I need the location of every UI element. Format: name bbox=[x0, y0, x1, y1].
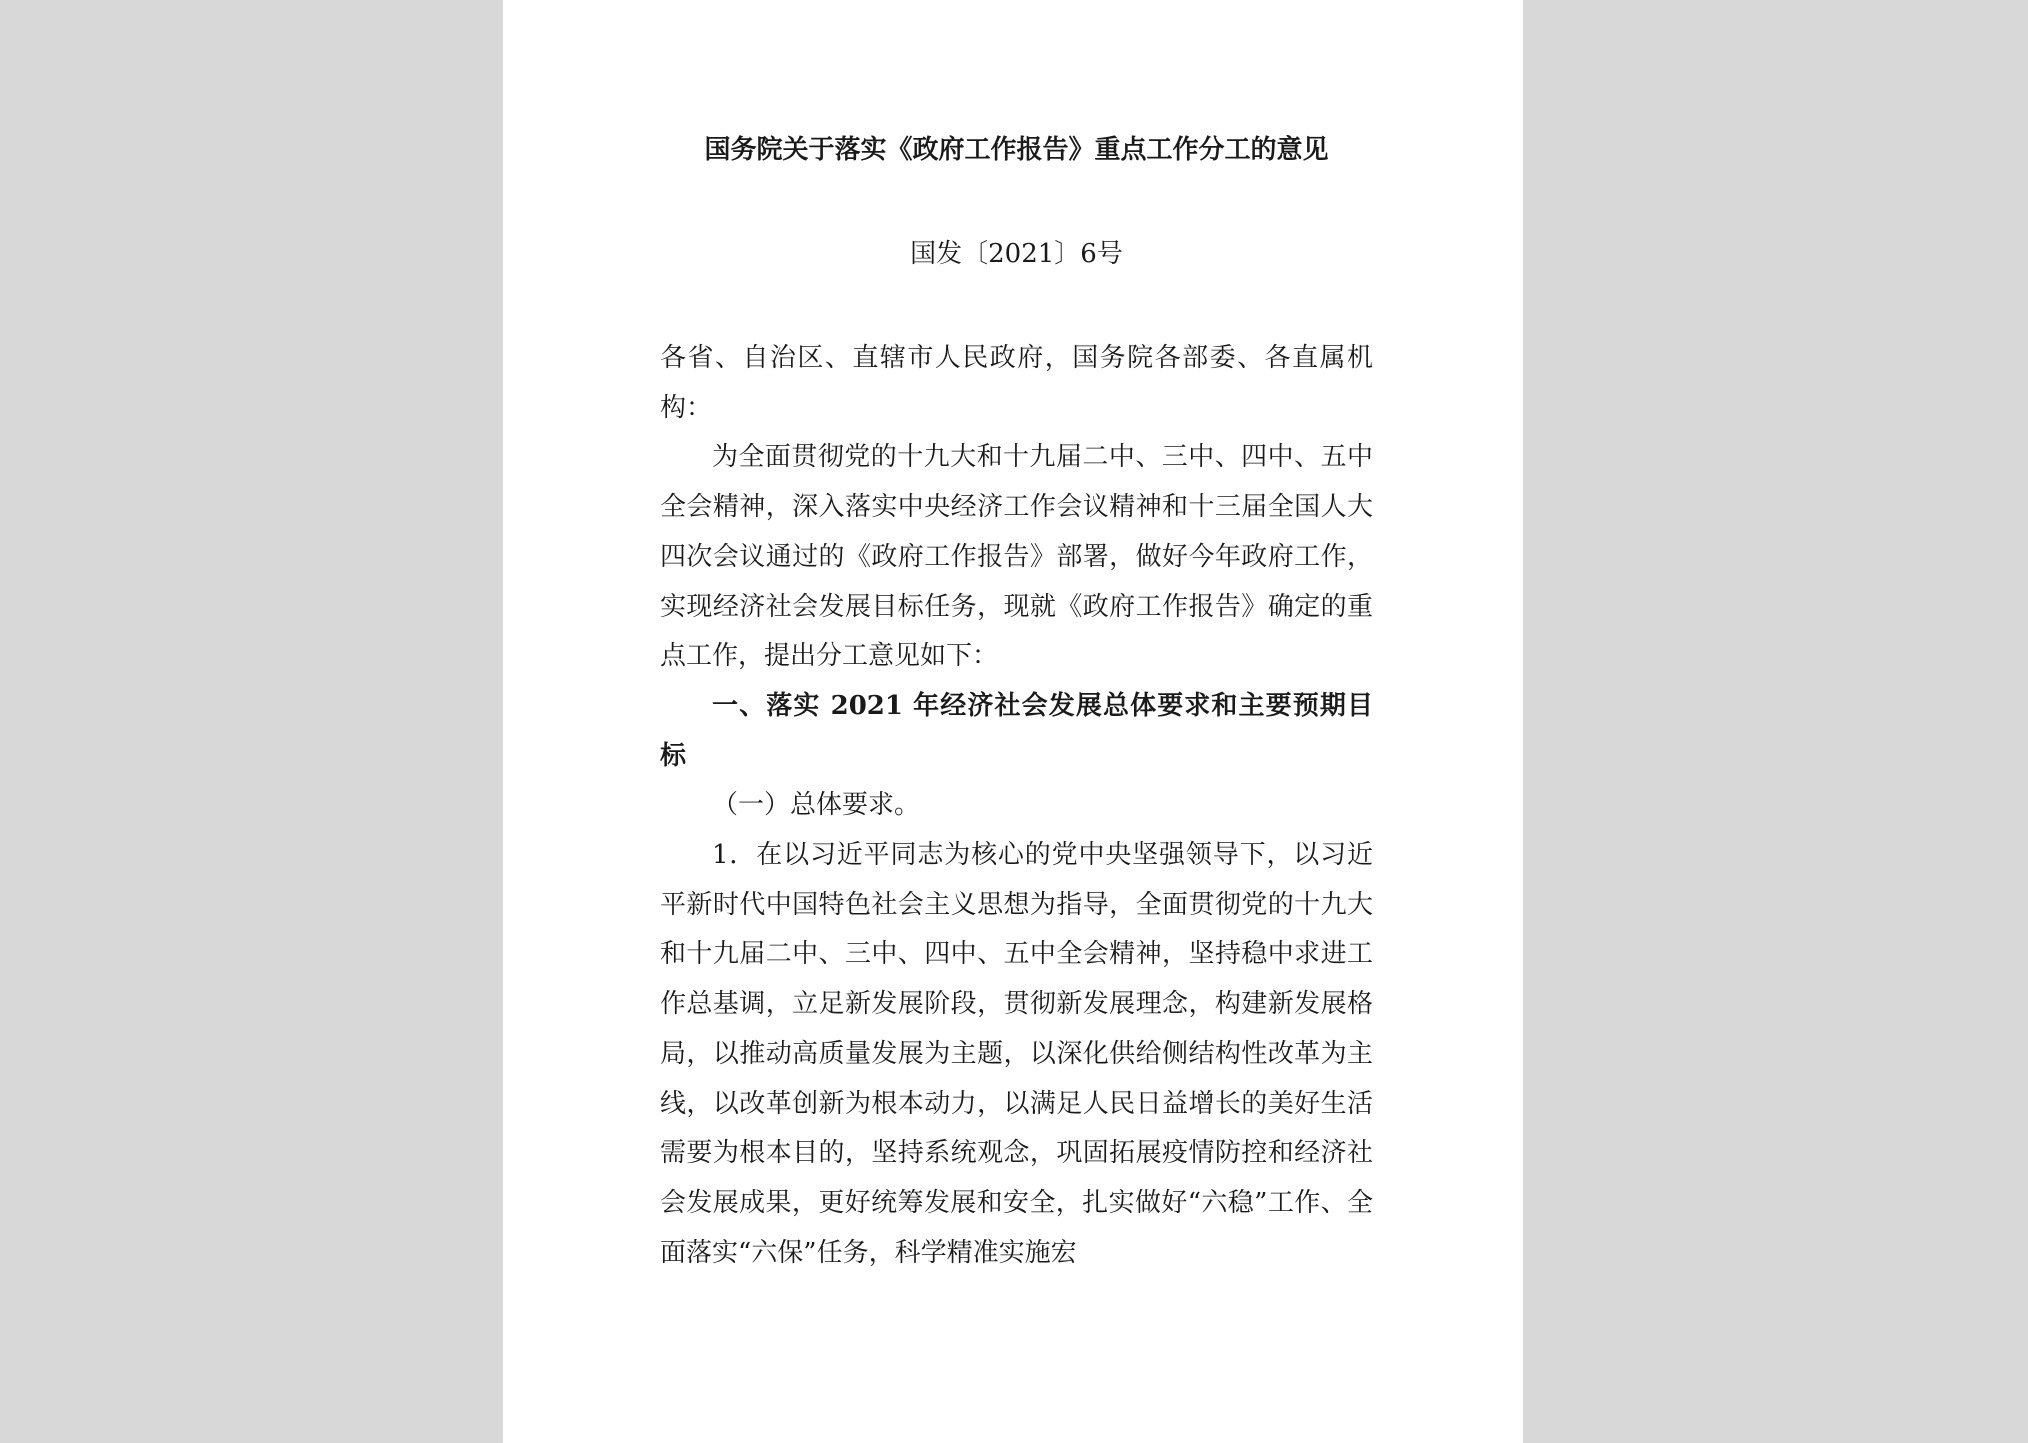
section-heading: 一、落实 2021 年经济社会发展总体要求和主要预期目标 bbox=[660, 690, 1373, 771]
page-content bbox=[660, 128, 1373, 1278]
intro-paragraph: 为全面贯彻党的十九大和十九届二中、三中、四中、五中全会精神，深入落实中央经济工作会议精神和十三届全国人大四次会议通过的《政府工作报告》部署，做好今年政府工作，实现经济社会发展目标任务，现就《政府工作报告》确定的重点工作，提出分工意见如下： bbox=[660, 442, 1373, 672]
addressee-line: 各省、自治区、直辖市人民政府，国务院各部委、各直属机构： bbox=[660, 343, 1373, 423]
document-number: 国发〔2021〕6号 bbox=[910, 239, 1123, 269]
item-1-paragraph: 1．在以习近平同志为核心的党中央坚强领导下，以习近平新时代中国特色社会主义思想为指导，全面贯彻党的十九大和十九届二中、三中、四中、五中全会精神，坚持稳中求进工作总基调，立足新发展阶段，贯彻新发展理念，构建新发展格局，以推动高质量发展为主题，以深化供给侧结构性改革为主线，以改革创新为根本动力，以满足人民日益增长的美好生活需要为根本目的，坚持系统观念，巩固拓展疫情防控和经济社会发展成果，更好统筹发展和安全，扎实做好“六稳”工作、全面落实“六保”任务，科学精准实施宏 bbox=[660, 840, 1373, 1268]
subsection-heading: （一）总体要求。 bbox=[712, 790, 921, 821]
document-page bbox=[503, 0, 1523, 1443]
document-title: 国务院关于落实《政府工作报告》重点工作分工的意见 bbox=[704, 135, 1329, 165]
